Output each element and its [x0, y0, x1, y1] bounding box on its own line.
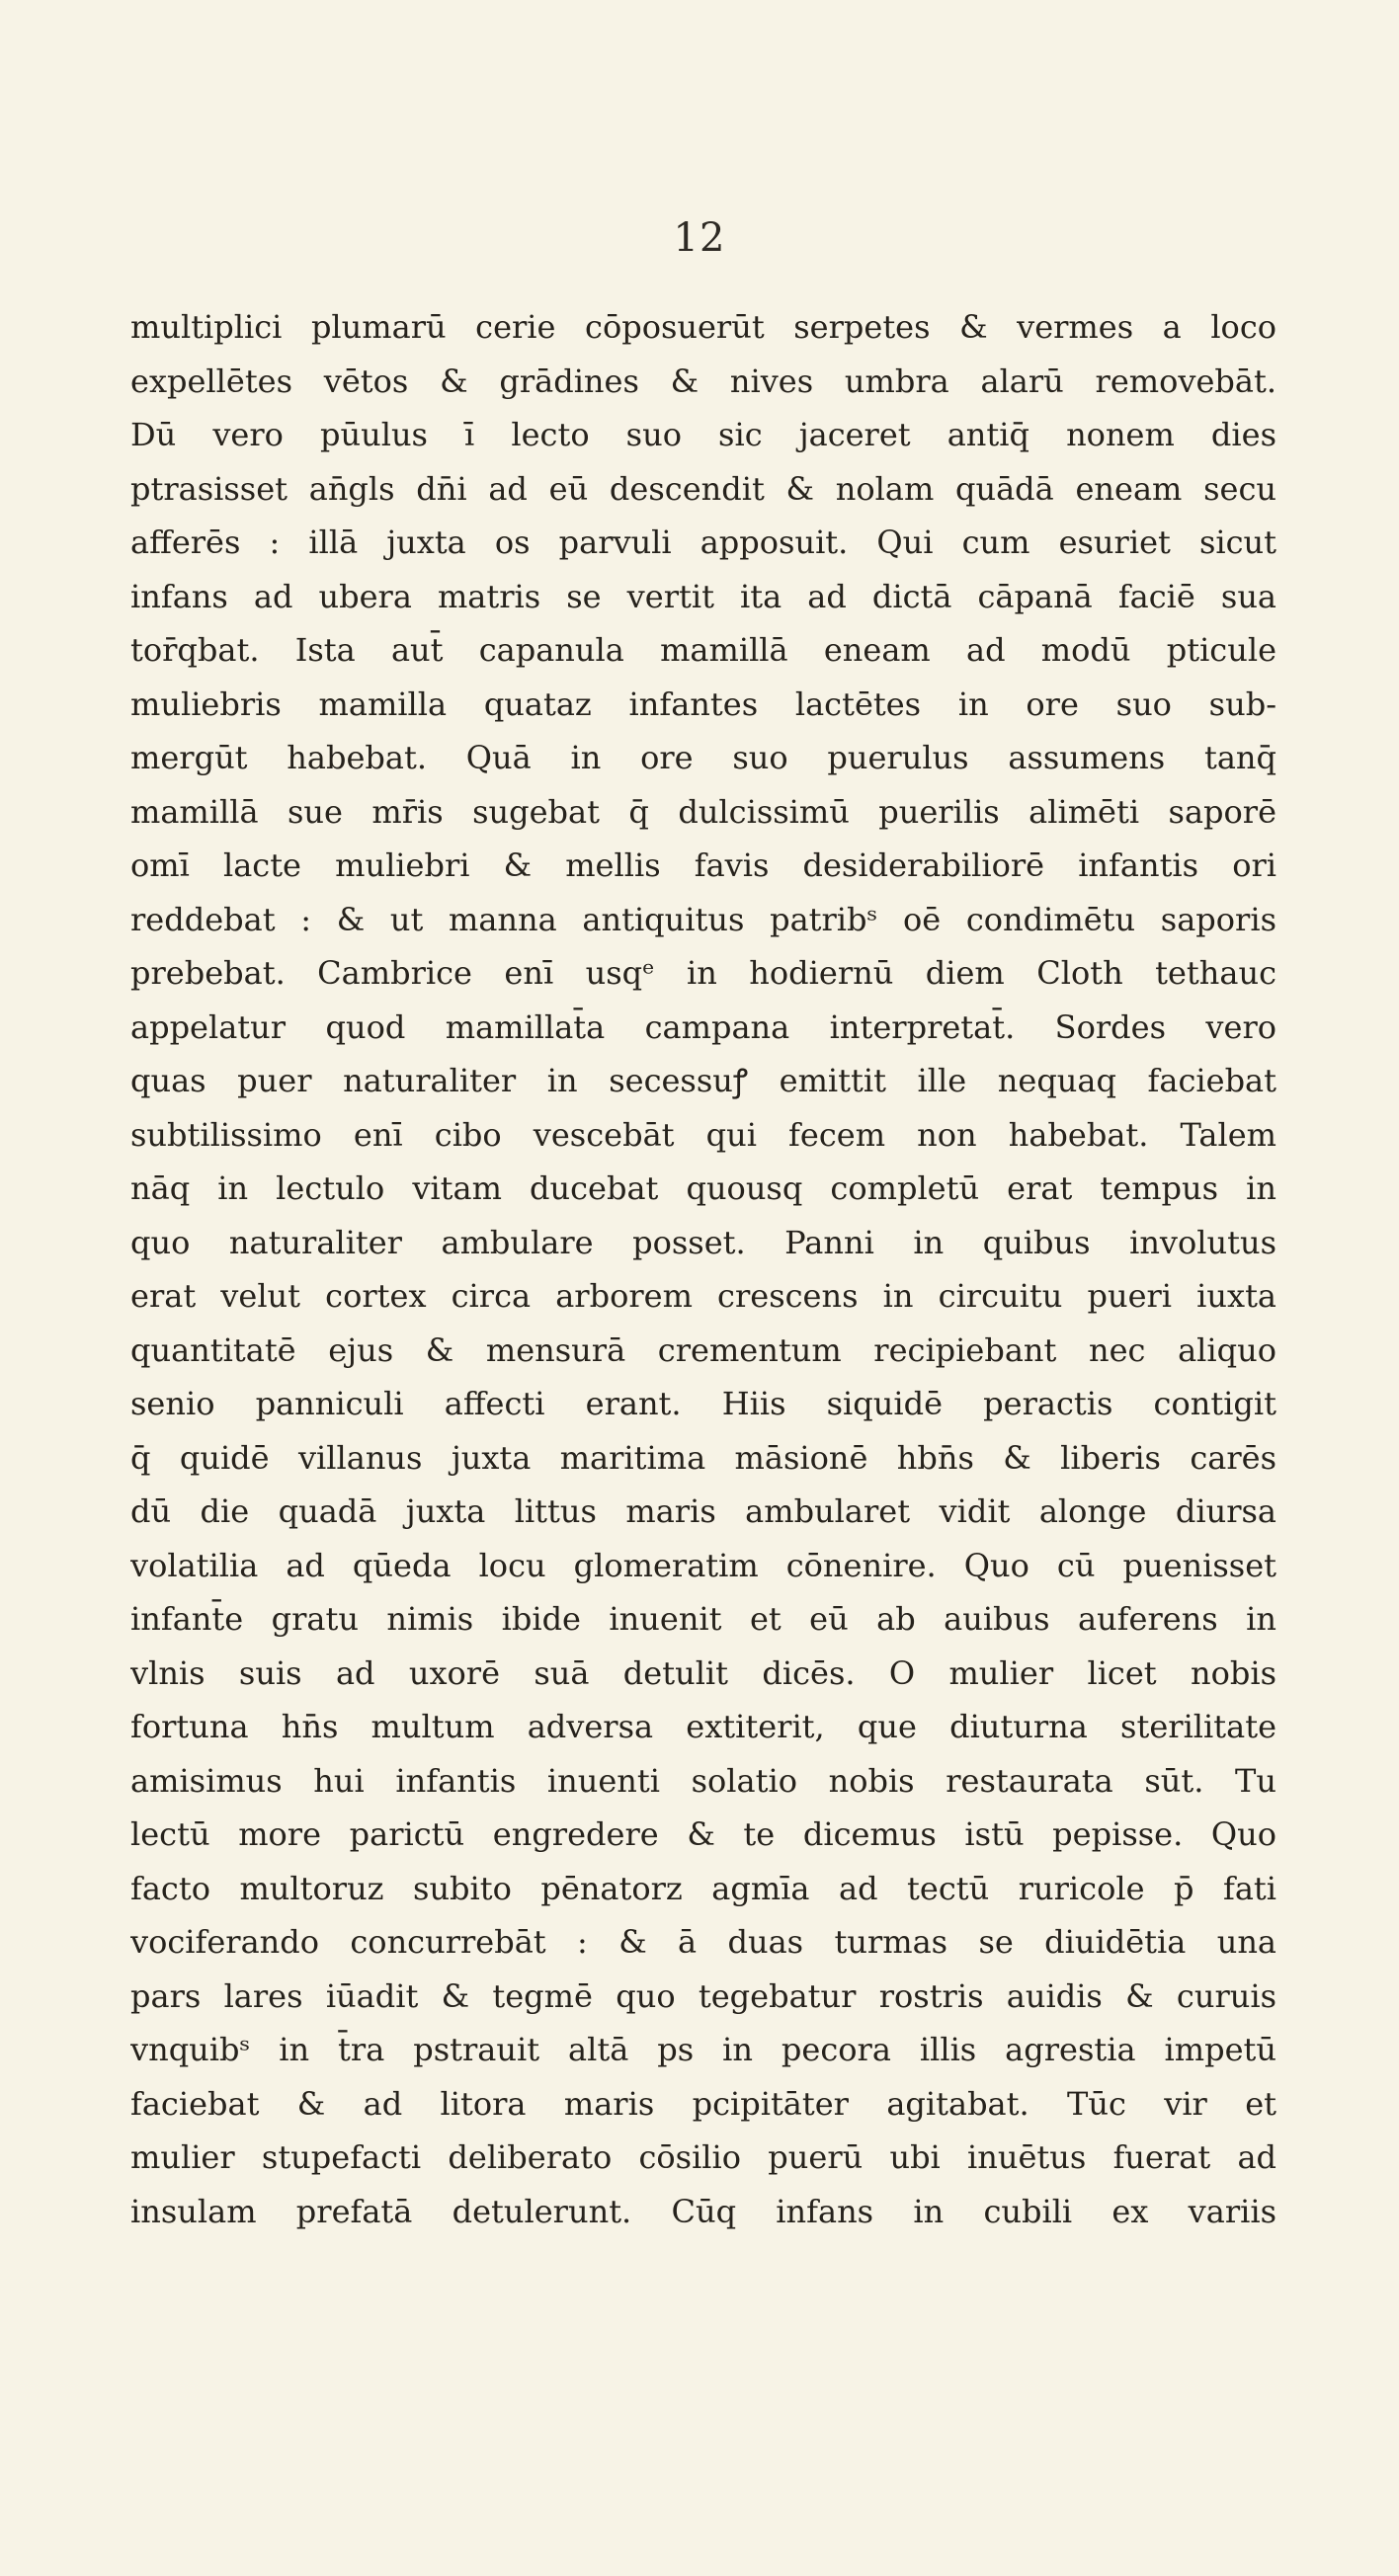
text-line: subtilissimo enī cibo vescebāt qui fecem non habebat. Talem — [130, 1115, 1276, 1154]
text-line: mulier stupefacti deliberato cōsilio puerū ubi inuētus fuerat ad — [130, 2138, 1276, 2176]
text-line: tor̄qbat. Ista aut̄ capanula mamillā eneam ad modū pticule — [130, 631, 1276, 669]
page-number: 12 — [673, 215, 726, 261]
text-line: amisimus hui infantis inuenti solatio nobis restaurata sūt. Tu — [130, 1761, 1276, 1800]
text-line: infans ad ubera matris se vertit ita ad dictā cāpanā faciē sua — [130, 577, 1276, 615]
text-line: vnquibˢ in t̄ra pstrauit altā ps in pecora illis agrestia impetū — [130, 2031, 1276, 2068]
text-line: vociferando concurrebāt : & ā duas turmas se diuidētia una — [130, 1923, 1276, 1961]
text-line: faciebat & ad litora maris pcipitāter agitabat. Tūc vir et — [130, 2084, 1276, 2123]
text-line: volatilia ad qūeda locu glomeratim cōnenire. Quo cū puenisset — [130, 1546, 1276, 1584]
text-line: muliebris mamilla quataz infantes lactētes in ore suo sub- — [130, 684, 1276, 723]
text-line: erat velut cortex circa arborem crescens in circuitu pueri iuxta — [130, 1277, 1276, 1315]
text-line: prebebat. Cambrice enī usqᵉ in hodiernū diem Cloth tethauc — [130, 954, 1276, 992]
text-line: vlnis suis ad uxorē suā detulit dicēs. O mulier licet nobis — [130, 1653, 1276, 1692]
text-line: Dū vero pūulus ī lecto suo sic jaceret antiq̄ nonem dies — [130, 416, 1276, 453]
text-line: appelatur quod mamillat̄a campana interpretat̄. Sordes vero — [130, 1007, 1276, 1046]
text-line: ptrasisset an̄gls dn̄i ad eū descendit & nolam quādā eneam secu — [130, 469, 1276, 508]
text-line: senio panniculi affecti erant. Hiis siquidē peractis contigit — [130, 1385, 1276, 1422]
text-line: q̄ quidē villanus juxta maritima māsionē hbn̄s & liberis carēs — [130, 1438, 1276, 1477]
body-text — [130, 300, 1276, 2238]
text-line: insulam prefatā detulerunt. Cūq infans in cubili ex variis — [130, 2192, 1276, 2230]
text-line: mamillā sue mr̄is sugebat q̄ dulcissimū puerilis alimēti saporē — [130, 792, 1276, 831]
text-line: quas puer naturaliter in secessuꝭ emittit ille nequaq faciebat — [130, 1062, 1276, 1099]
text-line: pars lares iūadit & tegmē quo tegebatur rostris auidis & curuis — [130, 1976, 1276, 2015]
text-line: infant̄e gratu nimis ibide inuenit et eū ab auibus auferens in — [130, 1600, 1276, 1638]
text-line: afferēs : illā juxta os parvuli apposuit. Qui cum esuriet sicut — [130, 523, 1276, 561]
text-line: nāq in lectulo vitam ducebat quousq completū erat tempus in — [130, 1169, 1276, 1207]
text-line: expellētes vētos & grādines & nives umbra alarū removebāt. — [130, 362, 1276, 400]
text-line: quo naturaliter ambulare posset. Panni in quibus involutus — [130, 1223, 1276, 1261]
text-line: omī lacte muliebri & mellis favis desiderabiliorē infantis ori — [130, 846, 1276, 884]
text-line: mergūt habebat. Quā in ore suo puerulus assumens tanq̄ — [130, 739, 1276, 776]
text-line: lectū more parictū engredere & te dicemus istū pepisse. Quo — [130, 1815, 1276, 1853]
text-line: quantitatē ejus & mensurā crementum recipiebant nec aliquo — [130, 1330, 1276, 1369]
text-line: multiplici plumarū cerie cōposuerūt serpetes & vermes a loco — [130, 308, 1276, 346]
text-line: fortuna hn̄s multum adversa extiterit, que diuturna sterilitate — [130, 1708, 1276, 1745]
text-line: dū die quadā juxta littus maris ambularet vidit alonge diursa — [130, 1492, 1276, 1530]
text-line: facto multoruz subito pēnatorz agmīa ad tectū ruricole p̄ fati — [130, 1869, 1276, 1907]
text-line: reddebat : & ut manna antiquitus patribˢ oē condimētu saporis — [130, 900, 1276, 938]
